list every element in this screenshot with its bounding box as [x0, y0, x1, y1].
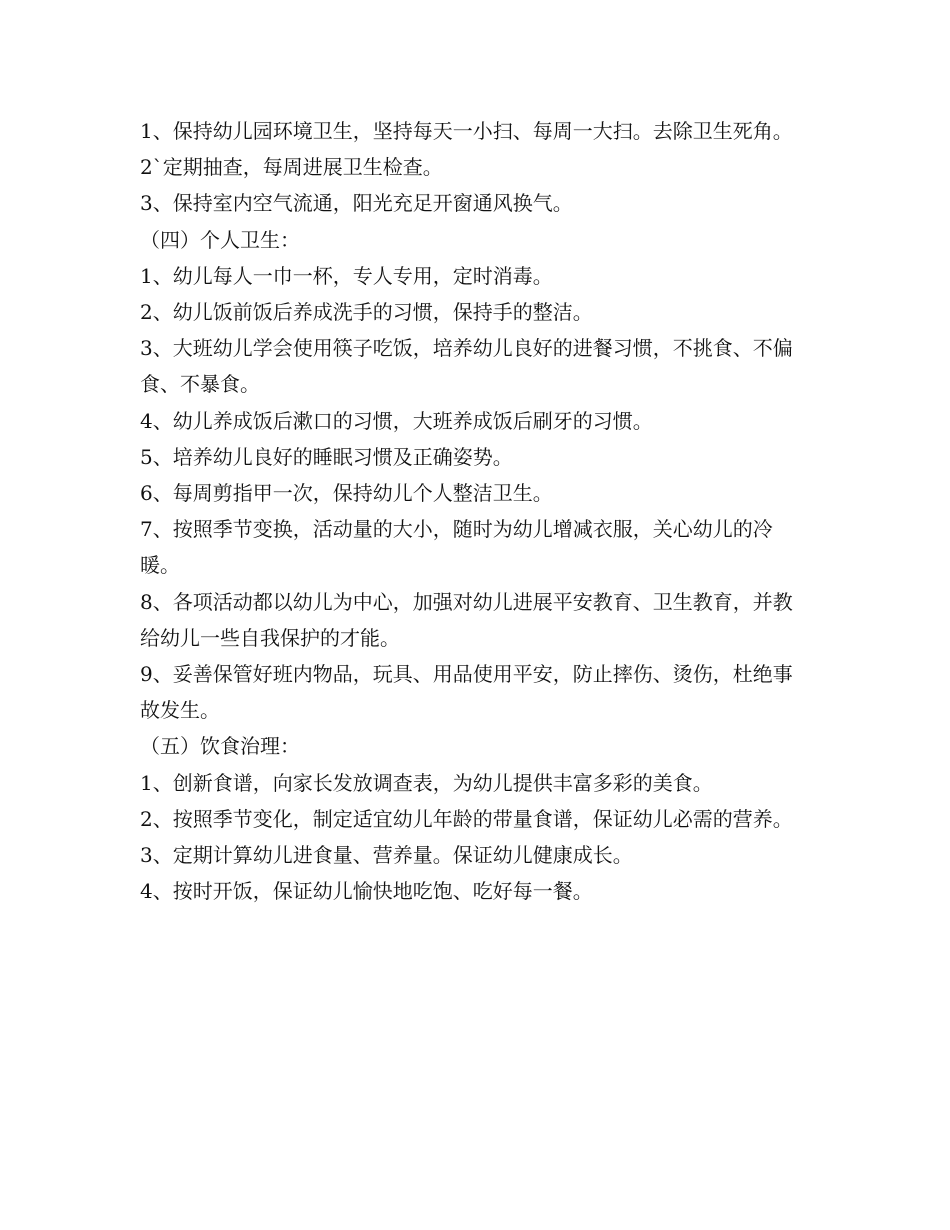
- list-item-chopsticks: 3、大班幼儿学会使用筷子吃饭，培养幼儿良好的进餐习惯，不挑食、不偏食、不暴食。: [140, 336, 793, 397]
- document-body: [140, 113, 812, 909]
- list-item-meal-times: 4、按时开饭，保证幼儿愉快地吃饱、吃好每一餐。: [140, 879, 593, 904]
- list-item-environment-cleaning: 1、保持幼儿园环境卫生，坚持每天一小扫、每周一大扫。去除卫生死角。: [140, 119, 793, 143]
- list-item-hand-washing: 2、幼儿饭前饭后养成洗手的习惯，保持手的整洁。: [140, 300, 593, 325]
- list-item-regular-inspection: 2`定期抽查，每周进展卫生检查。: [140, 155, 443, 180]
- section-heading-diet-management: （五）饮食治理：: [140, 734, 300, 759]
- list-item-new-recipes: 1、创新食谱，向家长发放调查表，为幼儿提供丰富多彩的美食。: [140, 770, 713, 795]
- list-item-sleep-habits: 5、培养幼儿良好的睡眠习惯及正确姿势。: [140, 444, 513, 469]
- list-item-intake-calculation: 3、定期计算幼儿进食量、营养量。保证幼儿健康成长。: [140, 843, 633, 868]
- list-item-nail-trimming: 6、每周剪指甲一次，保持幼儿个人整洁卫生。: [140, 481, 553, 506]
- list-item-clothing: 7、按照季节变换，活动量的大小，随时为幼儿增减衣服，关心幼儿的冷暖。: [140, 517, 773, 578]
- list-item-ventilation: 3、保持室内空气流通，阳光充足开窗通风换气。: [140, 191, 573, 216]
- list-item-safety-education: 8、各项活动都以幼儿为中心，加强对幼儿进展平安教育、卫生教育，并教给幼儿一些自我保护的才能。: [140, 589, 793, 650]
- list-item-towel-cup: 1、幼儿每人一巾一杯，专人专用，定时消毒。: [140, 263, 553, 288]
- list-item-item-storage: 9、妥善保管好班内物品，玩具、用品使用平安，防止摔伤、烫伤，杜绝事故发生。: [140, 662, 793, 723]
- section-heading-personal-hygiene: （四）个人卫生：: [140, 227, 300, 252]
- list-item-seasonal-menu: 2、按照季节变化，制定适宜幼儿年龄的带量食谱，保证幼儿必需的营养。: [140, 806, 793, 831]
- list-item-mouth-rinse: 4、幼儿养成饭后漱口的习惯，大班养成饭后刷牙的习惯。: [140, 408, 653, 433]
